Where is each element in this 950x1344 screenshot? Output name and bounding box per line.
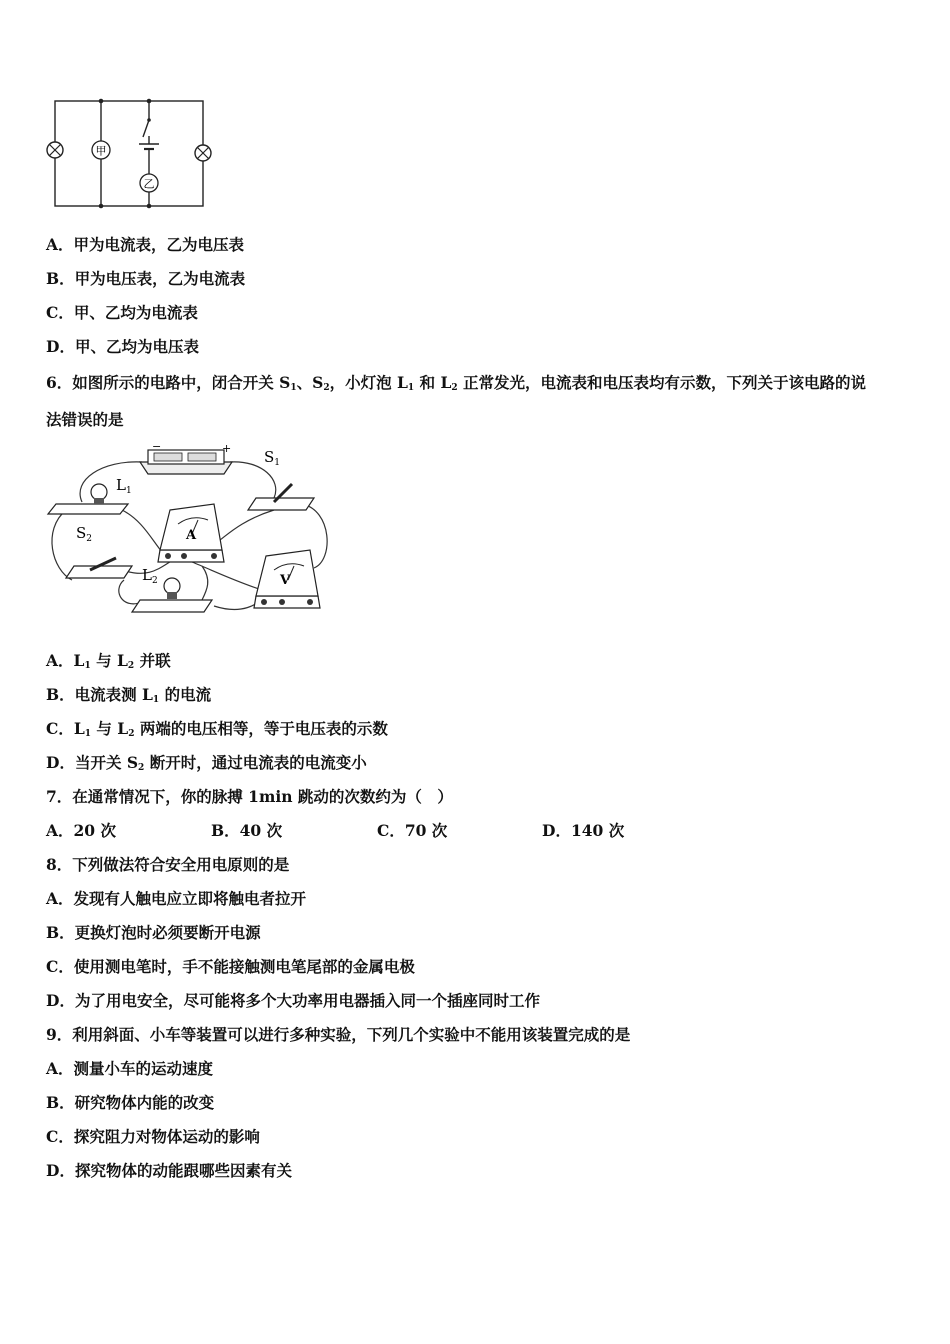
- q7-option-b: B．40 次: [211, 821, 283, 840]
- wire-6: [220, 510, 274, 540]
- circuit-diagram-2: [42, 440, 334, 622]
- q9-option-c: C．探究阻力对物体运动的影响: [46, 1127, 260, 1146]
- q8-option-a: A．发现有人触电应立即将触电者拉开: [46, 889, 307, 908]
- q9-option-a: A．测量小车的运动速度: [46, 1059, 214, 1078]
- meter-yi-label: 乙: [143, 177, 155, 191]
- q6-option-a: A．$L_1$ 与 $L_2$ 并联: [46, 651, 171, 671]
- q5-option-b: B．甲为电压表，乙为电流表: [46, 269, 246, 288]
- q6-option-b: B．电流表测 $L_1$ 的电流: [46, 685, 212, 705]
- svg-text:S1: $S_1$: [264, 448, 281, 468]
- switch-s2: [66, 524, 132, 578]
- circuit-diagram-1: [40, 92, 220, 214]
- wire-11: [192, 562, 262, 590]
- q6-stem-line2: 法错误的是: [46, 410, 124, 429]
- q8-option-d: D．为了用电安全，尽可能将多个大功率用电器插入同一个插座同时工作: [46, 991, 540, 1010]
- q9-stem: 9．利用斜面、小车等装置可以进行多种实验，下列几个实验中不能用该装置完成的是: [46, 1025, 631, 1044]
- circuit-outer-frame: [55, 101, 203, 206]
- wire-1: [80, 462, 142, 502]
- wire-9: [119, 580, 142, 604]
- svg-text:L1: $L_1$: [116, 476, 132, 496]
- svg-text:V: V: [280, 573, 291, 588]
- q7-stem: 7．在通常情况下，你的脉搏 1min 跳动的次数约为（ ）: [46, 787, 453, 806]
- battery-box: [140, 440, 232, 474]
- svg-text:S2: $S_2$: [76, 524, 93, 544]
- lamp-l1: [48, 476, 132, 514]
- q7-option-c: C．70 次: [377, 821, 448, 840]
- q8-option-c: C．使用测电笔时，手不能接触测电笔尾部的金属电极: [46, 957, 415, 976]
- q5-option-c: C．甲、乙均为电流表: [46, 303, 198, 322]
- q6-stem: 6．如图所示的电路中，闭合开关 $S_1$、$S_2$，小灯泡 $L_1$ 和 $L_2$ 正常发光，电流表和电压表均有示数，下列关于该电路的说: [46, 373, 867, 393]
- svg-text:L2: $L_2$: [142, 566, 158, 586]
- q8-option-b: B．更换灯泡时必须要断开电源: [46, 923, 261, 942]
- q7-option-a: A．20 次: [46, 821, 116, 840]
- lamp-l2: [132, 566, 212, 612]
- q9-option-d: D．探究物体的动能跟哪些因素有关: [46, 1161, 292, 1180]
- q9-option-b: B．研究物体内能的改变: [46, 1093, 215, 1112]
- wire-2: [230, 462, 276, 498]
- q6-option-c: C．$L_1$ 与 $L_2$ 两端的电压相等，等于电压表的示数: [46, 719, 388, 739]
- q6-option-d: D．当开关 $S_2$ 断开时，通过电流表的电流变小: [46, 753, 367, 773]
- voltmeter: [254, 550, 320, 608]
- ammeter: [158, 504, 224, 562]
- q8-stem: 8．下列做法符合安全用电原则的是: [46, 855, 290, 874]
- svg-text:+: +: [222, 442, 232, 455]
- q7-option-d: D．140 次: [542, 821, 625, 840]
- wire-4: [52, 510, 72, 580]
- wire-5: [122, 510, 162, 552]
- q5-option-d: D．甲、乙均为电压表: [46, 337, 199, 356]
- switch-s1: [248, 448, 314, 510]
- wire-8: [202, 566, 208, 600]
- switch-blade: [143, 120, 149, 137]
- svg-text:−: −: [152, 440, 162, 453]
- q5-option-a: A．甲为电流表，乙为电压表: [46, 235, 245, 254]
- svg-text:A: A: [186, 528, 197, 543]
- meter-jia-label: 甲: [95, 144, 107, 158]
